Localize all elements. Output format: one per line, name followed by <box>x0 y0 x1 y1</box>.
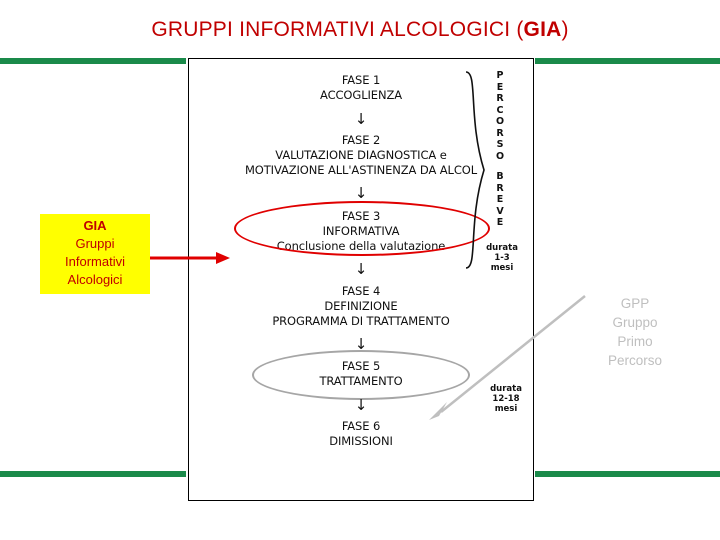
gpp-callout-line-3: Percorso <box>607 353 663 368</box>
brace-letter-11: V <box>496 205 504 217</box>
brace-label-gap <box>489 162 511 171</box>
durata-breve-line-1: durata <box>486 243 518 253</box>
durata-lunga-line-3: mesi <box>494 404 518 414</box>
gia-callout-title: GIA <box>83 218 107 233</box>
brace-letter-6: S <box>496 139 504 150</box>
flow-step-fase3-title: FASE 3 <box>341 209 381 223</box>
durata-lunga-line-2: 12-18 <box>492 394 520 404</box>
curly-brace-icon <box>462 70 488 270</box>
page-title <box>0 18 720 42</box>
divider-top-right <box>535 58 720 64</box>
divider-bottom-left <box>0 471 186 477</box>
gia-callout-line-1: Gruppi <box>75 236 115 251</box>
flow-step-fase5-title: FASE 5 <box>341 359 381 373</box>
brace-letter-3: C <box>496 104 504 116</box>
flow-step-fase3-body-2: Conclusione della valutazione <box>276 239 446 253</box>
divider-bottom-right <box>535 471 720 477</box>
gpp-connector-arrow-icon <box>425 290 590 420</box>
brace-letter-2: R <box>496 93 504 104</box>
flow-step-fase2-title: FASE 2 <box>341 133 381 147</box>
durata-lunga-line-1: durata <box>490 384 522 394</box>
flow-step-fase4-title: FASE 4 <box>341 284 381 298</box>
highlight-ellipse-red <box>234 201 490 256</box>
flow-step-fase4-body-2: PROGRAMMA DI TRATTAMENTO <box>272 314 450 328</box>
flow-step-fase1-title: FASE 1 <box>341 73 381 87</box>
durata-breve-line-2: 1-3 <box>494 253 510 263</box>
page-title-acronym: GIA <box>523 18 562 41</box>
flow-step-fase6-title: FASE 6 <box>341 419 381 433</box>
gpp-callout-line-1: Gruppo <box>612 315 658 330</box>
brace-letter-0: P <box>496 70 504 81</box>
flow-step-fase5-body: TRATTAMENTO <box>319 374 403 388</box>
gpp-callout-title: GPP <box>620 296 650 311</box>
durata-breve-line-3: mesi <box>490 263 514 273</box>
durata-breve-label <box>478 243 526 273</box>
brace-letter-12: E <box>496 217 504 228</box>
flow-step-fase1-body: ACCOGLIENZA <box>320 88 402 102</box>
brace-letter-5: R <box>496 127 504 139</box>
gia-callout <box>40 214 150 294</box>
flow-step-fase6-body: DIMISSIONI <box>329 434 393 448</box>
flow-arrow-4-icon: ↓ <box>354 335 368 353</box>
gpp-callout <box>575 294 695 370</box>
flow-arrow-3-icon: ↓ <box>354 260 368 278</box>
gia-callout-line-3: Alcologici <box>67 272 123 287</box>
flow-step-fase2-body-2: MOTIVAZIONE ALL'ASTINENZA DA ALCOL <box>244 163 478 177</box>
page-title-suffix: ) <box>561 18 569 41</box>
brace-letter-10: E <box>496 194 504 205</box>
brace-letter-4: O <box>495 116 505 127</box>
flow-arrow-2-icon: ↓ <box>354 184 368 202</box>
flow-step-fase3-body-1: INFORMATIVA <box>322 224 400 238</box>
brace-letter-9: R <box>496 182 504 194</box>
flow-step-fase2-body-1: VALUTAZIONE DIAGNOSTICA e <box>275 148 447 162</box>
flow-arrow-5-icon: ↓ <box>354 396 368 414</box>
flow-step-fase6 <box>189 419 533 449</box>
gia-callout-line-2: Informativi <box>65 254 125 269</box>
gpp-callout-line-2: Primo <box>617 334 653 349</box>
brace-letter-1: E <box>496 81 504 93</box>
percorso-breve-label <box>489 70 511 229</box>
flow-arrow-1-icon: ↓ <box>354 110 368 128</box>
page-title-prefix: GRUPPI INFORMATIVI ALCOLOGICI ( <box>151 18 524 41</box>
divider-top-left <box>0 58 186 64</box>
gia-connector-arrow-icon <box>150 252 230 264</box>
flow-step-fase4-body-1: DEFINIZIONE <box>324 299 398 313</box>
brace-letter-7: O <box>495 150 505 162</box>
brace-letter-8: B <box>496 171 504 182</box>
